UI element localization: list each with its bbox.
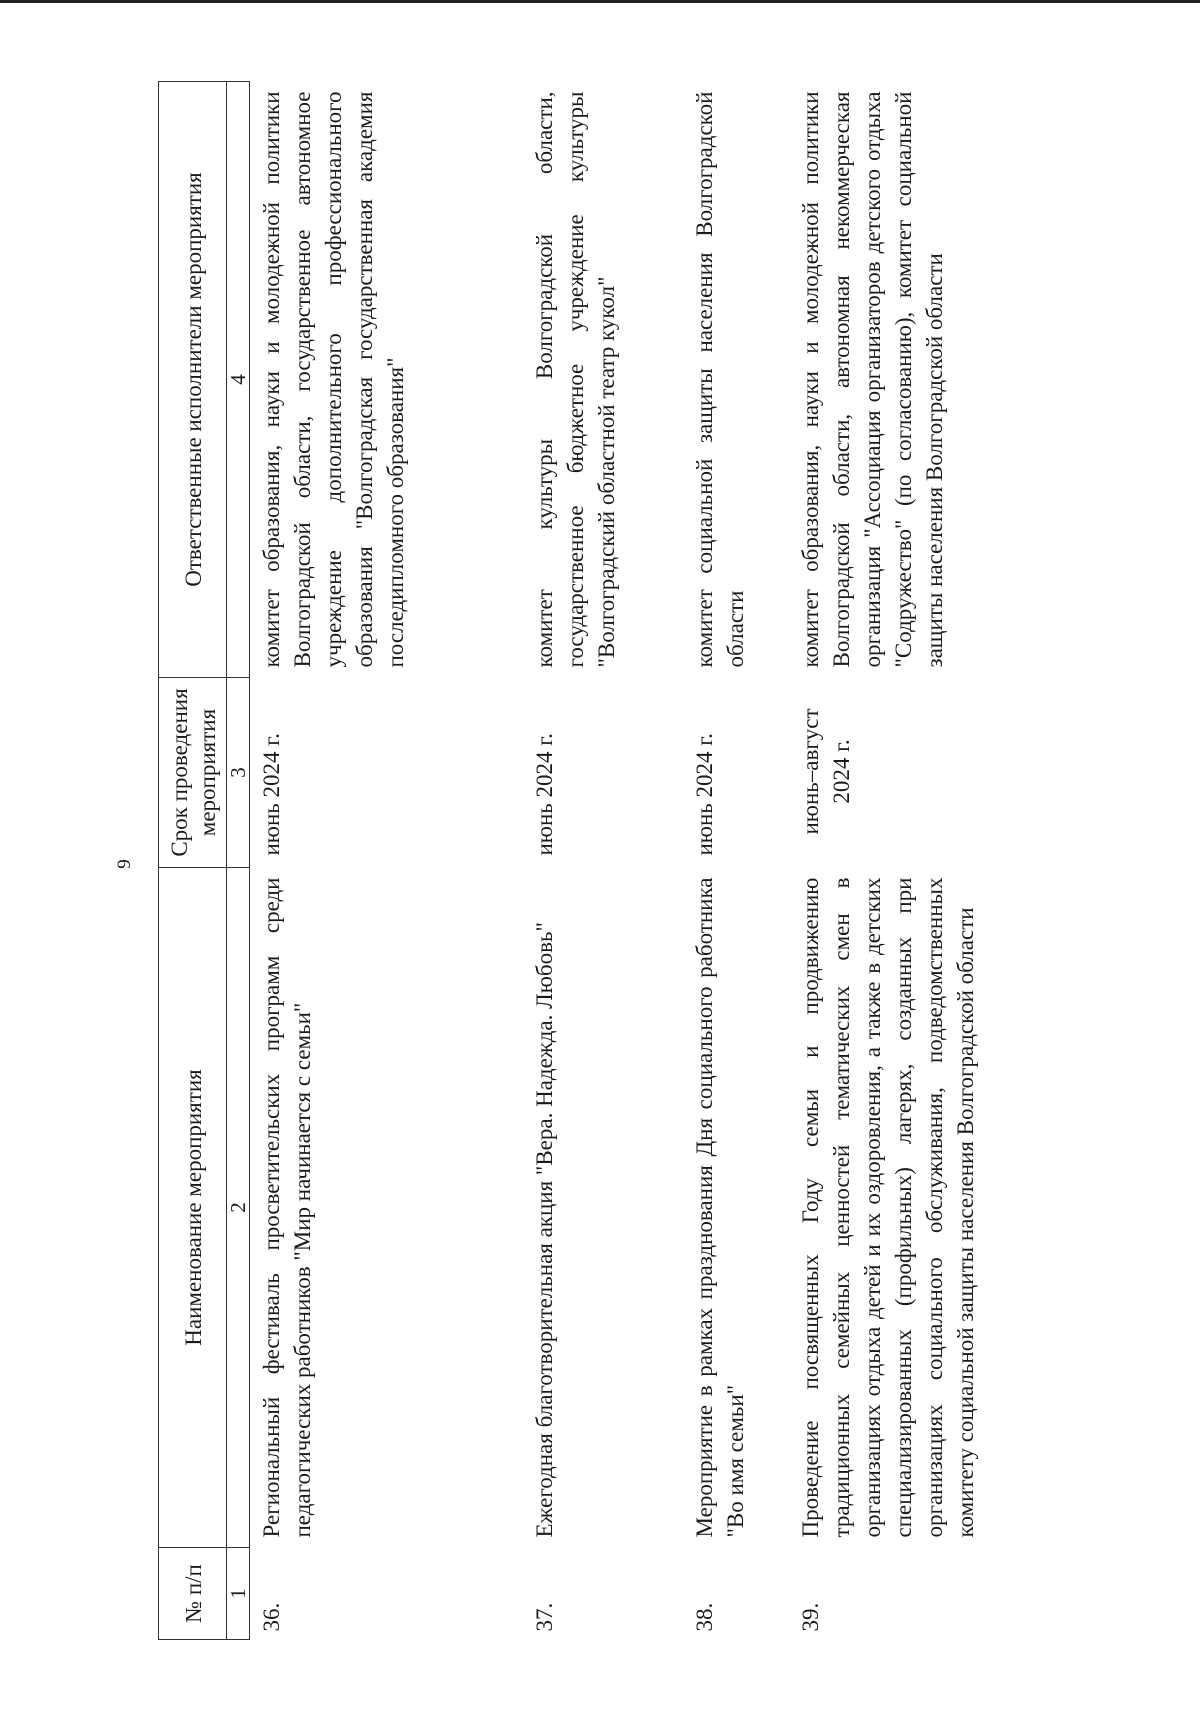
- event-date: июнь 2024 г.: [532, 733, 557, 856]
- event-name: Проведение посвященных Году семьи и продвижению традиционных семейных ценностей тематических смен в организациях отдыха детей и их оздоровления, а также в детских специализированных (профильных) лагерях, созданных при организациях социального обслуживания, подведомственных комитету социальной защиты населения Волгоградской области: [798, 877, 978, 1538]
- event-responsible: комитет образования, науки и молодежной политики Волгоградской области, автономная некоммерческая организация "Ассоциация организаторов детского отдыха "Содружество" (по согласованию), комитет социальной защиты населения Волгоградской области: [798, 91, 947, 668]
- row-number: 36.: [259, 1602, 284, 1632]
- column-number: 3: [227, 678, 250, 868]
- column-number: 4: [227, 82, 250, 678]
- row-number: 39.: [798, 1602, 823, 1632]
- event-responsible: комитет социальной защиты населения Волгоградской области: [692, 91, 748, 668]
- event-date: июнь 2024 г.: [259, 733, 284, 856]
- table-body: [250, 82, 982, 1640]
- header-date: Срок проведения мероприятия: [159, 678, 227, 868]
- table-row: [681, 82, 787, 1640]
- table-row: [787, 82, 981, 1640]
- header-responsible: Ответственные исполнители мероприятия: [159, 82, 227, 678]
- table-header: [159, 82, 250, 1640]
- event-name: Мероприятие в рамках празднования Дня социального работника "Во имя семьи": [692, 877, 748, 1538]
- column-number: 2: [227, 868, 250, 1548]
- scan-top-edge: [0, 0, 1200, 3]
- event-date: июнь–август 2024 г.: [798, 708, 854, 835]
- column-number: 1: [227, 1548, 250, 1640]
- header-num: № п/п: [159, 1548, 227, 1640]
- rotated-table-container: [158, 82, 1129, 1640]
- event-responsible: комитет образования, науки и молодежной политики Волгоградской области, государственное автономное учреждение дополнительного профессионального образования "Волгоградская государственная академия последипломного образования": [259, 91, 408, 668]
- table-row: [521, 82, 681, 1640]
- row-number: 37.: [532, 1602, 557, 1632]
- page-number: 9: [114, 859, 135, 869]
- event-name: Региональный фестиваль просветительских программ среди педагогических работников "Мир начинается с семьи": [259, 877, 315, 1538]
- header-name: Наименование мероприятия: [159, 868, 227, 1548]
- event-responsible: комитет культуры Волгоградской области, государственное бюджетное учреждение культуры "Волгоградский областной театр кукол": [532, 91, 619, 668]
- event-name: Ежегодная благотворительная акция "Вера. Надежда. Любовь": [532, 922, 557, 1538]
- header-row: [159, 82, 227, 1640]
- column-numbers-row: [227, 82, 250, 1640]
- table-row: [250, 82, 522, 1640]
- events-table: [158, 81, 981, 1640]
- row-number: 38.: [692, 1602, 717, 1632]
- event-date: июнь 2024 г.: [692, 733, 717, 856]
